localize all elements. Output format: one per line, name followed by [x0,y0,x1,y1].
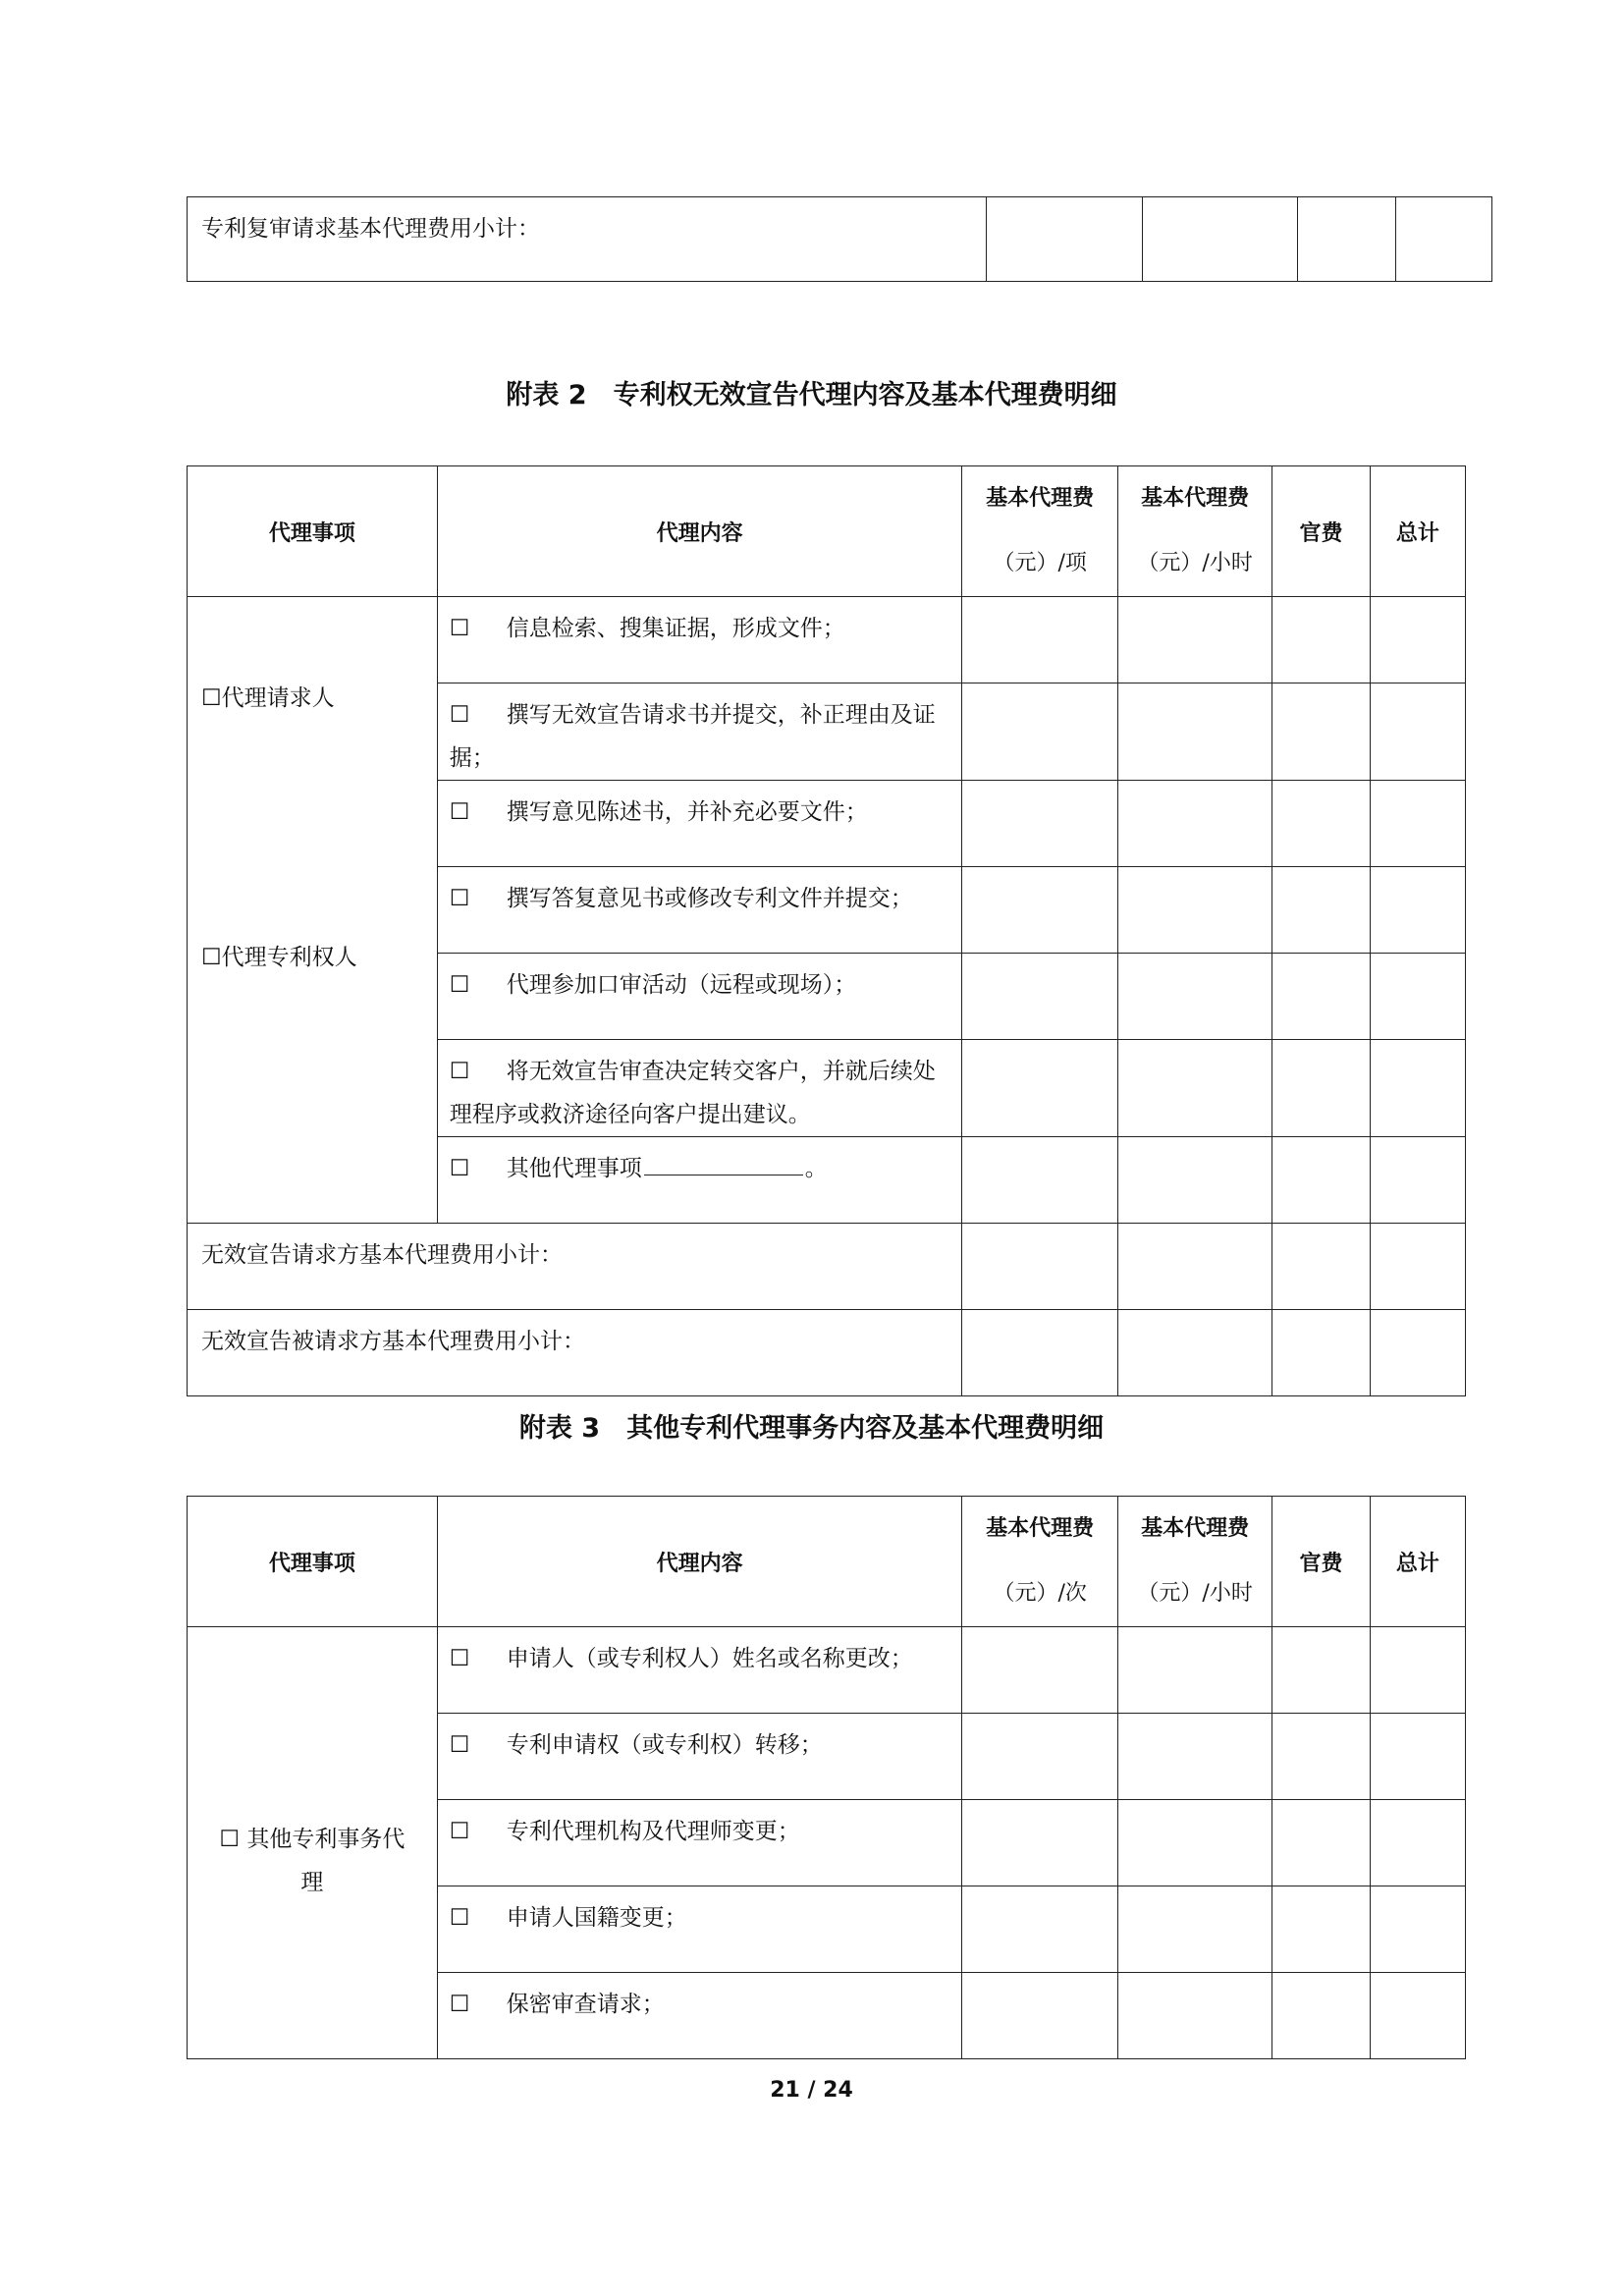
row-text: 将无效宣告审查决定转交客户，并就后续处理程序或救济途径向客户提出建议。 [449,1059,936,1127]
row-text: 撰写答复意见书或修改专利文件并提交； [506,886,913,911]
appendix3-caption: 附表 3 其他专利代理事务内容及基本代理费明细 [518,1413,1105,1444]
group-patentee[interactable] [201,943,357,972]
header-fee-line2: （元）/小时 [1137,551,1253,575]
checkbox-icon[interactable]: ☐ [449,1732,470,1758]
group-other-line2: 理 [300,1870,324,1895]
checkbox-icon[interactable]: ☐ [449,799,470,825]
header-official-fee: 官费 [1272,466,1370,597]
group-requester-label: 代理请求人 [221,685,335,711]
row-text: 其他代理事项 [506,1156,642,1181]
row-suffix: 。 [804,1156,828,1181]
header-total: 总计 [1370,1497,1465,1627]
row-text: 代理参加口审活动（远程或现场）； [506,972,857,998]
content-row [437,1973,962,2059]
checkbox-icon[interactable]: ☐ [201,685,222,711]
row-text: 申请人（或专利权人）姓名或名称更改； [506,1646,913,1671]
other-item-blank[interactable] [644,1149,803,1175]
row-text: 撰写意见陈述书，并补充必要文件； [506,799,868,825]
cell-empty [1298,197,1396,282]
appendix2-group-cell [188,597,438,1224]
content-row [437,1800,962,1886]
row-text: 保密审查请求； [506,1992,665,2017]
checkbox-icon[interactable]: ☐ [449,1819,470,1844]
checkbox-icon[interactable]: ☐ [201,945,222,970]
cell-empty [987,197,1143,282]
checkbox-icon[interactable]: ☐ [449,972,470,998]
content-row [437,954,962,1040]
subtotal-respondent: 无效宣告被请求方基本代理费用小计： [188,1310,962,1396]
appendix3-table [187,1496,1466,2059]
header-official-fee: 官费 [1272,1497,1370,1627]
header-fee-line1: 基本代理费 [986,486,1095,511]
checkbox-icon[interactable]: ☐ [449,1646,470,1671]
content-row [437,1627,962,1714]
header-item: 代理事项 [188,1497,438,1627]
header-content: 代理内容 [437,1497,962,1627]
content-row [437,683,962,781]
checkbox-icon[interactable]: ☐ [449,886,470,911]
checkbox-icon[interactable]: ☐ [449,702,470,728]
checkbox-icon[interactable]: ☐ [449,616,470,641]
row-text: 信息检索、搜集证据，形成文件； [506,616,845,641]
header-fee-line1: 基本代理费 [1141,486,1250,511]
page-number: 21 / 24 [770,2078,853,2103]
header-fee-line2: （元）/小时 [1137,1581,1253,1606]
group-requester[interactable] [201,683,335,713]
checkbox-icon[interactable]: ☐ [449,1905,470,1931]
row-text: 申请人国籍变更； [506,1905,687,1931]
header-fee-line1: 基本代理费 [986,1516,1095,1541]
content-row [437,1886,962,1973]
header-content: 代理内容 [437,466,962,597]
group-patentee-label: 代理专利权人 [221,945,357,970]
header-fee-per-item [962,466,1117,597]
group-other-line1: ☐ 其他专利事务代 [219,1827,406,1852]
header-fee-line2: （元）/项 [993,551,1087,575]
cell-empty [1396,197,1492,282]
content-row [437,1040,962,1137]
review-subtotal-table [187,196,1492,282]
header-fee-per-time [962,1497,1117,1627]
content-row [437,867,962,954]
header-fee-per-hour [1117,1497,1271,1627]
appendix3-group-cell [188,1627,438,2059]
subtotal-requester: 无效宣告请求方基本代理费用小计： [188,1224,962,1310]
review-subtotal-label: 专利复审请求基本代理费用小计： [188,197,987,282]
checkbox-icon[interactable]: ☐ [449,1156,470,1181]
header-fee-per-hour [1117,466,1271,597]
row-text: 专利申请权（或专利权）转移； [506,1732,823,1758]
checkbox-icon[interactable]: ☐ [449,1059,470,1084]
content-row [437,1137,962,1224]
appendix2-caption: 附表 2 专利权无效宣告代理内容及基本代理费明细 [506,380,1117,410]
header-item: 代理事项 [188,466,438,597]
header-total: 总计 [1370,466,1465,597]
content-row [437,597,962,683]
appendix2-table [187,465,1466,1396]
content-row [437,1714,962,1800]
group-other-affairs[interactable] [188,1818,437,1904]
row-text: 专利代理机构及代理师变更； [506,1819,800,1844]
cell-empty [1143,197,1298,282]
header-fee-line1: 基本代理费 [1141,1516,1250,1541]
checkbox-icon[interactable]: ☐ [449,1992,470,2017]
content-row [437,781,962,867]
header-fee-line2: （元）/次 [993,1581,1087,1606]
row-text: 撰写无效宣告请求书并提交，补正理由及证据； [449,702,936,771]
